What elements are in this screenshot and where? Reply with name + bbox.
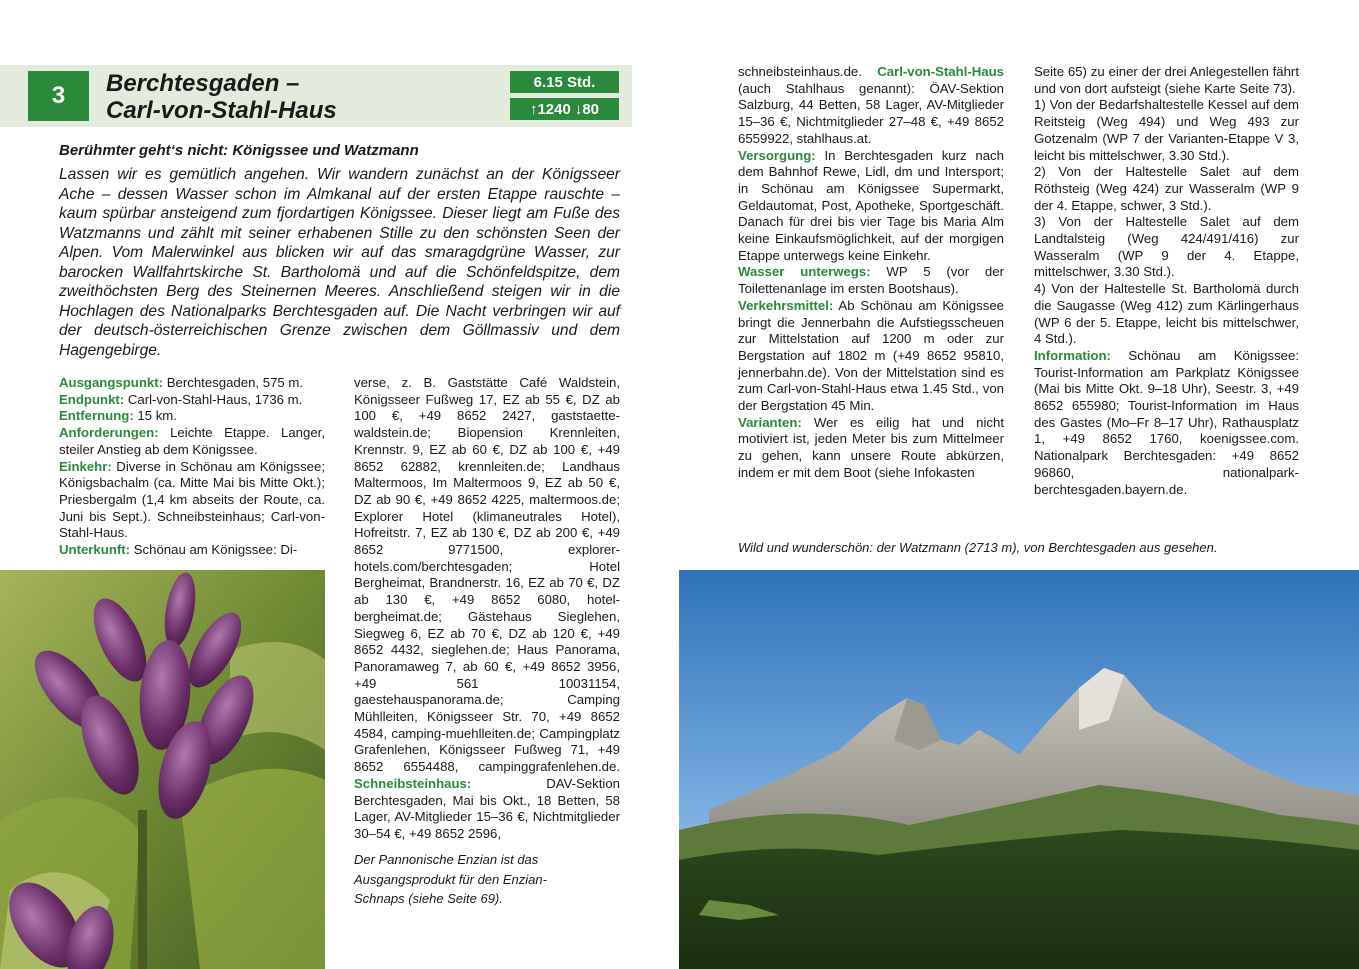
info-entry: 4) Von der Haltestelle St. Bartholomä durch die Saugasse (Weg 412) zum Kärlingerhaus (WP 6 der 5. Etappe, leicht bis mittelschwer, 4 Std.). (1034, 281, 1299, 347)
title-line-2: Carl-von-Stahl-Haus (106, 97, 337, 124)
info-entry: 1) Von der Bedarfshaltestelle Kessel auf dem Reitsteig (Weg 494) und Weg 493 zur Gotzenalm (WP 7 der Varianten-Etappe V 3, leicht bis mittelschwer, 3.30 Std.). (1034, 97, 1299, 163)
ascent-value: 1240 (537, 100, 571, 118)
info-entry: Seite 65) zu einer der drei Anlegestellen fährt und von dort aufsteigt (siehe Karte Seite 73). (1034, 64, 1299, 96)
info-entry: Unterkunft: Schönau am Königssee: Di- (59, 542, 298, 558)
info-entry: Wasser unterwegs: WP 5 (vor der Toilettenanlage im ersten Bootshaus). (738, 264, 1004, 297)
info-entry: Entfernung: 15 km. (59, 408, 177, 424)
watzmann-photo (679, 570, 1359, 969)
stage-number-box (28, 71, 89, 121)
descent-value: 80 (582, 100, 600, 118)
ascent-arrow-icon: ↑ (529, 100, 538, 118)
stage-subtitle: Berühmter geht‘s nicht: Königssee und Watzmann (59, 142, 419, 159)
info-entry: Verkehrsmittel: Ab Schönau am Königssee bringt die Jennerbahn die Aufstiegsscheuen zur Mittelstation auf 1200 m oder zur Bergstation auf 1802 m (+49 8652 95810, jennerbahn.de). Von der Mittelstation sind es zum Carl-von-Stahl-Haus etwa 1.45 Std., von der Bergstation 45 Min. (738, 297, 1004, 414)
info-column-3 (738, 64, 1004, 482)
info-column-1 (59, 375, 325, 559)
stage-number: 3 (51, 82, 66, 109)
duration-value: 6.15 Std. (533, 73, 596, 91)
info-entry: Einkehr: Diverse in Schönau am Königssee; Königsbachalm (ca. Mitte Mai bis Mitte Okt.); Priesbergalm (1,4 km abseits der Route, ca. Juni bis Sept.). Schneibsteinhaus; Carl-von-Stahl-Haus. (59, 458, 325, 541)
info-entry: 3) Von der Haltestelle Salet auf dem Landtalsteig (Weg 424/491/416) zur Wasseralm (WP 9 der 4. Etappe, mittelschwer, 3.30 Std.). (1034, 214, 1299, 280)
info-entry: Information: Schönau am Königssee: Tourist-Information am Parkplatz Königssee (Mai bis Mitte Okt. 9–18 Uhr), Seestr. 3, +49 8652 655980; Tourist-Information im Haus des Gastes (Mo–Fr 8–17 Uhr), Rathausplatz 1, +49 8652 1760, koenigssee.com. Nationalpark Berchtesgaden: +49 8652 96860, nationalpark-berchtesgaden.bayern.de. (1034, 347, 1299, 497)
elevation-badge (510, 98, 619, 120)
info-entry: Endpunkt: Carl-von-Stahl-Haus, 1736 m. (59, 391, 303, 407)
photo-caption-gentian: Der Pannonische Enzian ist das Ausgangsprodukt für den Enzian-Schnaps (siehe Seite 69). (354, 852, 547, 906)
info-entry: Varianten: Wer es eilig hat und nicht motiviert ist, jeden Meter bis zum Mittelmeer zu gehen, kann unsere Route abkürzen, indem er mit dem Boot (siehe Infokasten (738, 414, 1004, 480)
info-entry: Ausgangspunkt: Berchtesgaden, 575 m. (59, 375, 304, 390)
gentian-photo (0, 570, 325, 969)
duration-badge (510, 71, 619, 93)
info-entry: schneibsteinhaus.de. Carl-von-Stahl-Haus (auch Stahlhaus genannt): ÖAV-Sektion Salzburg, 44 Betten, 58 Lager, AV-Mitglieder 15–36 €, Nichtmitglieder 27–48 €, +49 8652 6559922, stahlhaus.at. (738, 64, 1004, 146)
info-entry: verse, z. B. Gaststätte Café Waldstein, Königsseer Fußweg 17, EZ ab 55 €, DZ ab 100 €, +49 8652 2427, gaststaette-waldstein.de; Biopension Krennleiten, Krennstr. 9, EZ ab 60 €, DZ ab 100 €, +49 8652 62882, krennleiten.de; Landhaus Maltermoos, Im Maltermoos 9, EZ ab 50 €, DZ ab 90 €, +49 8652 4225, maltermoos.de; Explorer Hotel (klimaneutrales Hotel), Hofreitstr. 7, EZ ab 130 €, DZ ab 200 €, +49 8652 9771500, explorer-hotels.com/berchtesgaden; Hotel Bergheimat, Brandnerstr. 16, EZ ab 70 €, DZ ab 130 €, +49 8652 6080, hotel-bergheimat.de; Gästehaus Sieglehen, Siegweg 6, EZ ab 70 €, DZ ab 120 €, +49 8652 4432, sieglehen.de; Haus Panorama, Panoramaweg 7, ab 60 €, +49 8652 3956, +49 561 10031154, gaestehauspanorama.de; Camping Mühlleiten, Königsseer Str. 70, +49 8652 4584, camping-muehlleiten.de; Campingplatz Grafenlehen, Königsseer Fußweg 71, +49 8652 6554488, campinggrafenlehen.de. Schneibsteinhaus: DAV-Sektion Berchtesgaden, Mai bis Okt., 18 Betten, 58 Lager, AV-Mitglieder 15–36 €, Nichtmitglieder 30–54 €, +49 8652 2596, (354, 375, 620, 841)
info-entry: Versorgung: In Berchtesgaden kurz nach dem Bahnhof Rewe, Lidl, dm und Intersport; in Schönau am Königssee Supermarkt, Geldautomat, Post, Apotheke, Sportgeschäft. Danach für drei bis vier Tage bis Maria Alm keine Einkaufsmöglichkeit, auf der morgigen Etappe unterwegs keine Einkehr. (738, 147, 1004, 263)
info-column-4 (1034, 64, 1299, 498)
info-entry: Anforderungen: Leichte Etappe. Langer, steiler Anstieg ab dem Königssee. (59, 425, 325, 457)
photo-caption-watzmann: Wild und wunderschön: der Watzmann (2713 m), von Berchtesgaden aus gesehen. (738, 540, 1218, 555)
title-line-1: Berchtesgaden – (106, 70, 300, 97)
stage-title (106, 70, 506, 124)
descent-arrow-icon: ↓ (574, 100, 583, 118)
intro-paragraph: Lassen wir es gemütlich angehen. Wir wandern zunächst an der Königsseer Ache – dessen Wasser schon im Almkanal auf der ersten Etappe rauschte – kaum spürbar ansteigend zum fjordartigen Königssee. Dieser liegt am Fuße des Watzmanns und zählt mit seiner erhabenen Stille zu den schönsten Seen der Alpen. Vom Malerwinkel aus blicken wir auf das smaragdgrüne Wasser, zur barocken Wallfahrtskirche St. Bartholomä und auf die Schönfeldspitze, dem zweithöchsten Berg des Steinernen Meeres. Anschließend steigen wir in die Hochlagen des Nationalparks Berchtesgaden auf. Die Nacht verbringen wir auf der deutsch-österreichischen Grenze zwischen dem Göllmassiv und dem Hagengebirge. (59, 166, 620, 359)
info-entry: 2) Von der Haltestelle Salet auf dem Röthsteig (Weg 424) zur Wasseralm (WP 9 der 4. Etappe, schwer, 3 Std.). (1034, 164, 1299, 213)
info-column-2 (354, 375, 620, 843)
